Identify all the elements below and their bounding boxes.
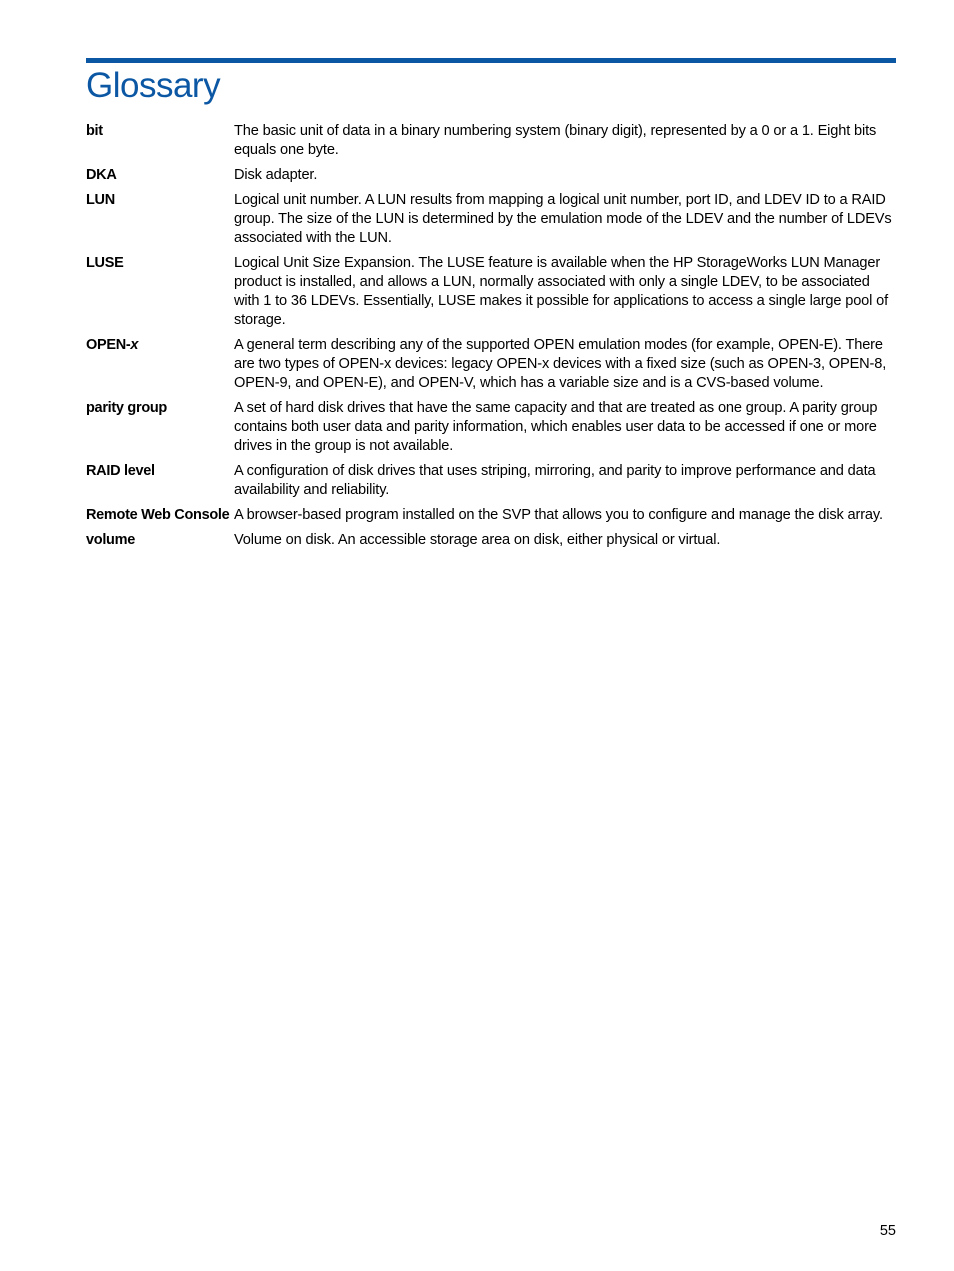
glossary-entry-bit bbox=[86, 122, 898, 160]
glossary-term bbox=[86, 336, 234, 355]
glossary-term: DKA bbox=[86, 167, 117, 183]
glossary-definition: A browser-based program installed on the SVP that allows you to configure and manage the disk array. bbox=[234, 507, 883, 523]
glossary-definition: Logical unit number. A LUN results from mapping a logical unit number, port ID, and LDEV ID to a RAID group. The size of the LUN is determined by the emulation mode of the LDEV and the number of LDEVs associated with the LUN. bbox=[234, 192, 892, 246]
glossary-entry-remote-web-console bbox=[86, 506, 898, 525]
glossary-definition: Disk adapter. bbox=[234, 167, 318, 183]
page-title: Glossary bbox=[86, 66, 221, 105]
glossary-term: LUN bbox=[86, 192, 115, 208]
glossary-term: LUSE bbox=[86, 255, 124, 271]
glossary-definition: A set of hard disk drives that have the same capacity and that are treated as one group. A parity group contains both user data and parity information, which enables user data to be accessed if one or more drives in the group is not available. bbox=[234, 400, 878, 454]
glossary-entry-lun bbox=[86, 191, 898, 248]
glossary-definition: A general term describing any of the supported OPEN emulation modes (for example, OPEN-E). There are two types of OPEN-x devices: legacy OPEN-x devices with a fixed size (such as OPEN-3, OPEN-8, OPEN-9, and OPEN-E), and OPEN-V, which has a variable size and is a CVS-based volume. bbox=[234, 337, 887, 391]
glossary-definition: The basic unit of data in a binary numbering system (binary digit), represented by a 0 or a 1. Eight bits equals one byte. bbox=[234, 123, 877, 158]
page-number: 55 bbox=[879, 1223, 896, 1239]
glossary-entry-raid-level bbox=[86, 462, 898, 500]
glossary-term: volume bbox=[86, 532, 135, 548]
glossary-definition: Volume on disk. An accessible storage area on disk, either physical or virtual. bbox=[234, 532, 721, 548]
glossary-list bbox=[86, 122, 898, 556]
glossary-term-prefix: OPEN- bbox=[86, 337, 131, 353]
glossary-entry-parity-group bbox=[86, 399, 898, 456]
glossary-term-italic: x bbox=[130, 337, 139, 353]
glossary-entry-luse bbox=[86, 254, 898, 330]
glossary-definition: A configuration of disk drives that uses striping, mirroring, and parity to improve performance and data availability and reliability. bbox=[234, 463, 876, 498]
glossary-term: parity group bbox=[86, 400, 167, 416]
glossary-entry-dka bbox=[86, 166, 898, 185]
glossary-entry-volume bbox=[86, 531, 898, 550]
glossary-entry-open-x bbox=[86, 336, 898, 393]
glossary-definition: Logical Unit Size Expansion. The LUSE feature is available when the HP StorageWorks LUN Manager product is installed, and allows a LUN, normally associated with only a single LDEV, to be associated with 1 to 36 LDEVs. Essentially, LUSE makes it possible for applications to access a single large pool of storage. bbox=[234, 255, 889, 328]
glossary-term: Remote Web Console bbox=[86, 507, 230, 523]
glossary-term: bit bbox=[86, 123, 103, 139]
glossary-term: RAID level bbox=[86, 463, 155, 479]
